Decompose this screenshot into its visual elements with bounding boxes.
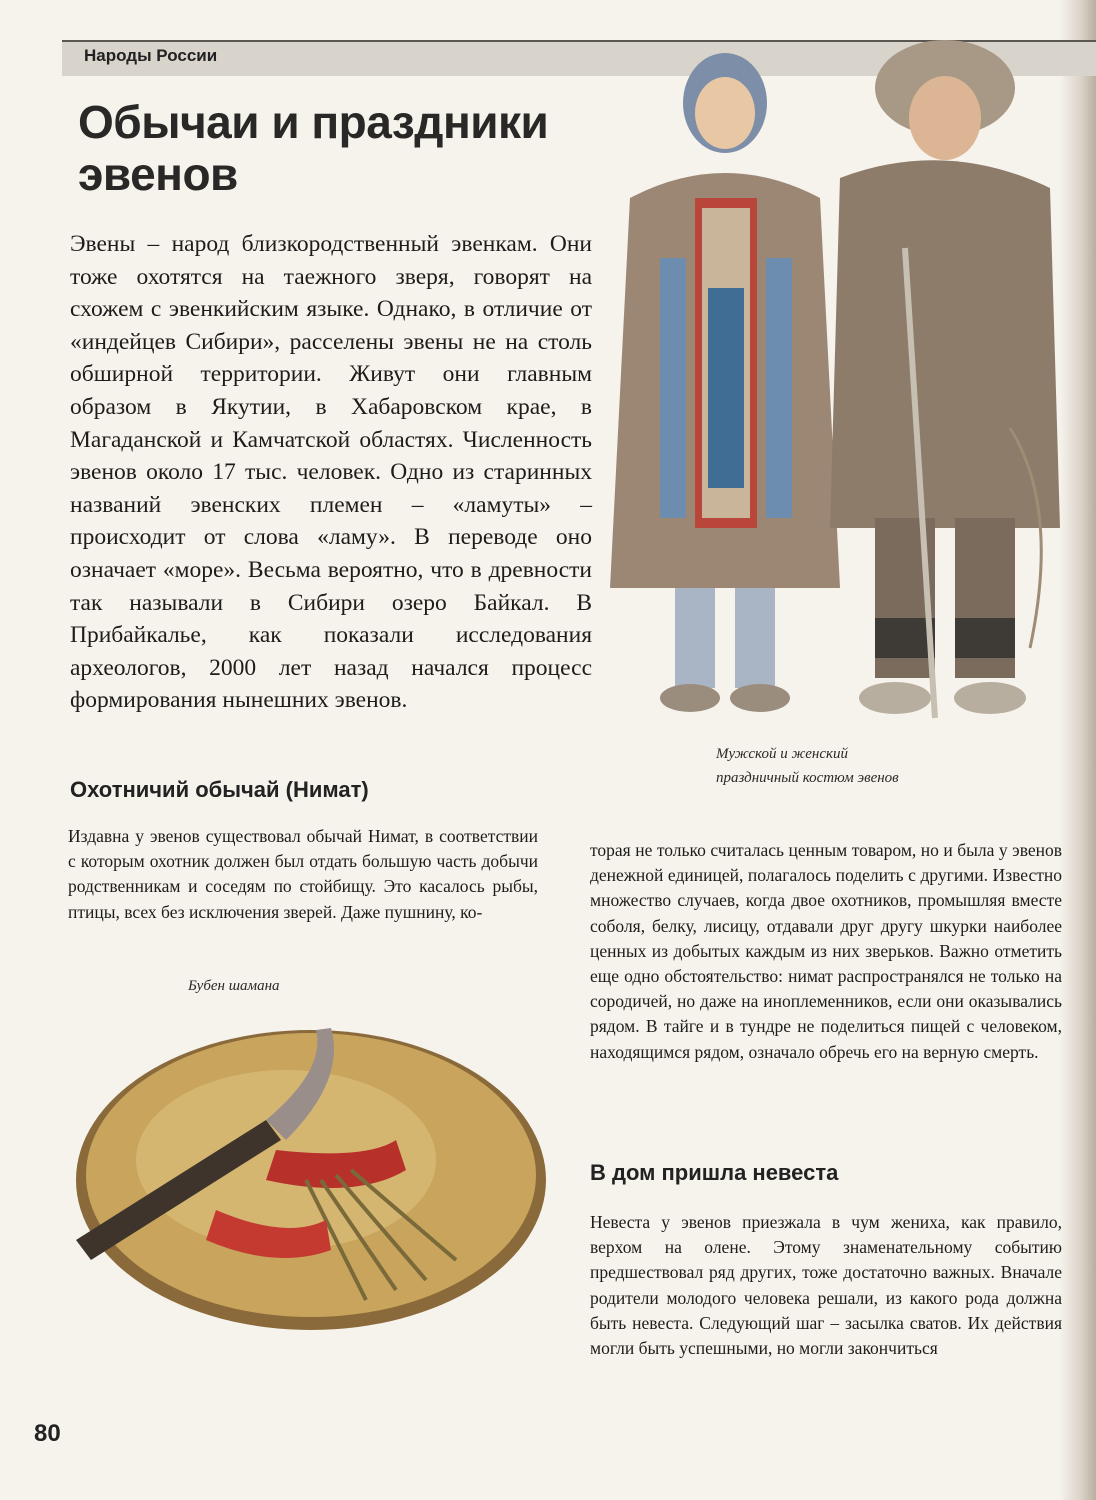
drum-caption: Бубен шамана [188, 978, 280, 994]
section1-heading: Охотничий обычай (Нимат) [70, 777, 369, 802]
man-figure [830, 40, 1060, 718]
page-title: Обычаи и праздники эвенов [78, 96, 549, 200]
section1-text-right: торая не только считалась ценным товаром, но и была у эвенов денежной единицей, полагалось поделить с другими. Известно множество случаев, когда двое охотников, промышляя вместе соболя, белку, лисицу, отдавали друг другу шкурки наиболее ценных из добытых каждым из них зверьков. Важно отметить еще одно обстоятельство: нимат распространялся не только на сородичей, но даже на иноплеменников, если они оказывались рядом. В тайге и в тундре не поделиться пищей с человеком, находящимся рядом, означало обречь его на верную смерть. [590, 840, 1062, 1062]
costume-illustration [590, 28, 1070, 728]
section2-text: Невеста у эвенов приезжала в чум жениха, как правило, верхом на олене. Этому знаменательному событию предшествовал ряд других, тоже достаточно важных. Вначале родители молодого человека решали, из какого рода должна быть невеста. Следующий шаг – засылка сватов. Их действия могли быть успешными, но могли закончиться [590, 1212, 1062, 1359]
page-number: 80 [34, 1420, 61, 1447]
shaman-drum-illustration [66, 1010, 556, 1340]
intro-paragraph: Эвены – народ близкородственный эвенкам. Они тоже охотятся на таежного зверя, говорят на схожем с эвенкийским языке. Однако, в отличие от «индейцев Сибири», расселены эвены не на столь обширной территории. Живут они главным образом в Якутии, в Хабаровском крае, в Магаданской и Камчатской областях. Численность эвенов около 17 тыс. человек. Одно из старинных названий эвенских племен – «ламуты» – происходит от слова «ламу». В переводе оно означает «море». Весьма вероятно, что в древности так называли в Сибири озеро Байкал. В Прибайкалье, как показали исследования археологов, 2000 лет назад начался процесс формирования нынешних эвенов. [70, 231, 592, 714]
section-header: Народы России [84, 46, 218, 65]
section1-text-left: Издавна у эвенов существовал обычай Нимат, в соответствии с которым охотник должен был отдать большую часть добычи родственникам и соседям по стойбищу. Это касалось рыбы, птицы, всех без исключения зверей. Даже пушнину, ко- [68, 826, 538, 922]
section2-heading: В дом пришла невеста [590, 1160, 839, 1185]
woman-figure [610, 53, 840, 712]
costume-caption: Мужской и женский праздничный костюм эвенов [716, 746, 899, 786]
